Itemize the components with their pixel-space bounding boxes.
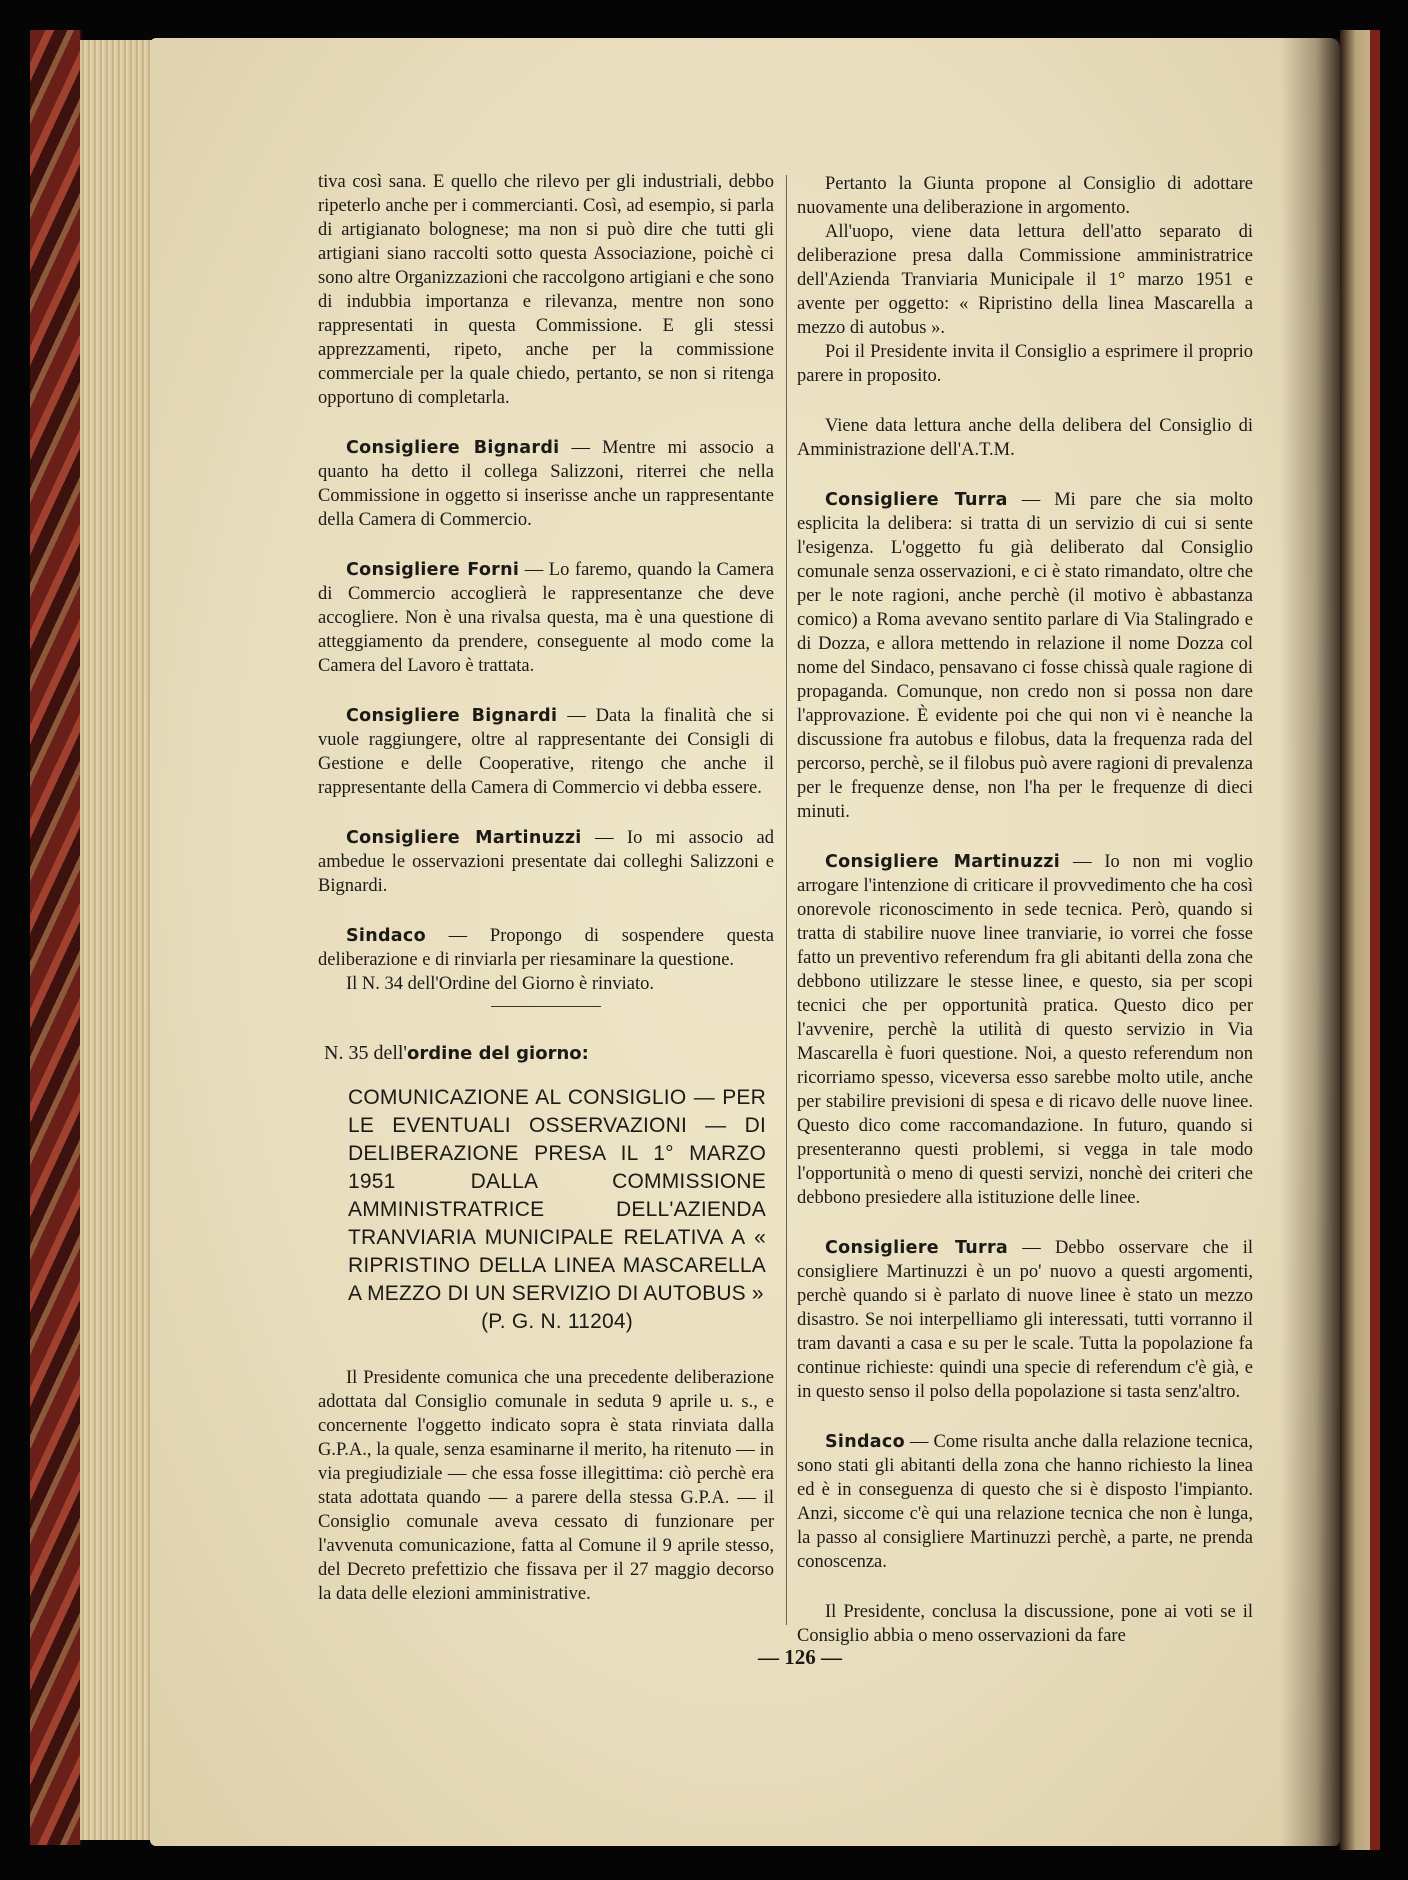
protocol-number: (P. G. N. 11204) [481,1310,633,1333]
speaker-name: Consigliere Martinuzzi [825,852,1061,872]
intro-paragraph: tiva così sana. E quello che rilevo per gli industriali, debbo ripeterlo anche per i commercianti. Così, ad esempio, si parla di artigianato bolognese; ma non si può dire che tutti gli artigiani siano raccolti sotto questa Associazione, poichè ci sono altre Organizzazioni che raccolgono artigiani e che sono di indubbia importanza e rilevanza, mentre non sono rappresentati in questa Commissione. E gli stessi apprezzamenti, ripeto, anche per la commissione commerciale per la quale chiedo, pertanto, se non si ritenga opportuno di completarla. [318,172,774,408]
binding-edge [1370,30,1380,1850]
speech-text: — Propongo di sospendere questa deliberazione e di rinviarla per riesaminare la questione. [318,926,774,970]
agenda-item-title-block [348,1084,766,1336]
presidente-communication: Il Presidente comunica che una precedente deliberazione adottata dal Consiglio comunale in seduta 9 aprile u. s., e concernente l'oggetto indicato sopra è stata rinviata dalla G.P.A., la quale, senza esaminarne il merito, ha ritenuto — in via pregiudiziale — che essa fosse illegittima: ciò perchè era stata adottata quando — a parere della stessa G.P.A. — il Consiglio comunale aveva cessato di funzionare per l'avvenuta comunicazione, fatta al Comune il 9 aprile stesso, del Decreto prefettizio che fissava per il 27 maggio decorso la data delle elezioni amministrative. [318,1368,774,1604]
speech-text: — Lo faremo, quando la Camera di Commercio accoglierà le rappresentanze che deve accogliere. Non è una rivalsa questa, ma è una questione di atteggiamento da prendere, conseguente al modo come la Camera del Lavoro è trattata. [318,560,774,676]
agenda-item-label: ordine del giorno: [407,1043,589,1064]
atm-reading: Viene data lettura anche della delibera del Consiglio di Amministrazione dell'A.T.M. [797,416,1253,460]
speaker-name: Consigliere Turra [825,1238,1009,1258]
speech-paragraph [797,850,1253,1210]
deferral-note: Il N. 34 dell'Ordine del Giorno è rinviato. [346,974,654,994]
speech-text: — Io mi associo ad ambedue le osservazioni presentate dai colleghi Salizzoni e Bignardi. [318,828,774,896]
agenda-item-number: N. 35 dell' [324,1042,408,1064]
speaker-name: Consigliere Martinuzzi [346,828,582,848]
speaker-name: Sindaco [825,1432,905,1452]
right-column [797,172,1253,1648]
speech-paragraph [797,488,1253,824]
presidente-invitation: Poi il Presidente invita il Consiglio a esprimere il proprio parere in proposito. [797,342,1253,386]
speech-text: — Io non mi voglio arrogare l'intenzione di criticare il provvedimento che ha così onorevole riconoscimento in sede tecnica. Però, quando si tratta di stabilire nuove linee tranviarie, io vorrei che fosse fatto un preventivo referendum fra gli abitanti della zona che debbono utilizzare le stesse linee, e questo, sia per scopi tecnici che per opportunità pratica. Questo dico per l'avvenire, perchè la utilità di questo servizio in Via Mascarella è fuori questione. Noi, a questo referendum non ricorriamo spesso, viceversa esso sarebbe molto utile, anche per stabilire previsioni di spesa e di ricavo delle nuove linee. Questo dico come raccomandazione. In futuro, quando si presenteranno questi problemi, si vegga in tale modo l'opportunità o meno di questi servizi, nonchè dei criteri che debbono presiedere alla istituzione delle linee. [797,852,1253,1208]
speech-paragraph [797,1430,1253,1574]
speech-text: — Data la finalità che si vuole raggiungere, oltre al rappresentante dei Consigli di Gestione e delle Cooperative, ritengo che anche il rappresentante della Camera di Commercio vi debba essere. [318,706,774,798]
speaker-name: Consigliere Bignardi [346,706,558,726]
speech-paragraph [318,558,774,678]
section-rule [491,1006,601,1007]
speech-text: — Come risulta anche dalla relazione tecnica, sono stati gli abitanti della zona che hanno richiesto la linea ed è in conseguenza di questo che si è disposto l'impianto. Anzi, siccome c'è qui una relazione tecnica che non è lunga, la passo al consigliere Martinuzzi perchè, a parte, ne prenda conoscenza. [797,1432,1253,1572]
speech-paragraph [318,826,774,898]
speech-paragraph [318,436,774,532]
speech-paragraph [797,1236,1253,1404]
speaker-name: Sindaco [346,926,426,946]
agenda-item-title: COMUNICAZIONE AL CONSIGLIO — PER LE EVENTUALI OSSERVAZIONI — DI DELIBERAZIONE PRESA IL 1° MARZO 1951 DALLA COMMISSIONE AMMINISTRATRICE DELL'AZIENDA TRANVIARIA MUNICIPALE RELATIVA A « RIPRISTINO DELLA LINEA MASCARELLA A MEZZO DI UN SERVIZIO DI AUTOBUS » [348,1086,766,1305]
spine-shadow [1280,38,1340,1846]
speech-paragraph [318,924,774,972]
speaker-name: Consigliere Bignardi [346,438,560,458]
reading-of-deliberation: All'uopo, viene data lettura dell'atto separato di deliberazione presa dalla Commissione amministratrice dell'Azienda Tranviaria Municipale il 1° marzo 1951 e avente per oggetto: « Ripristino della linea Mascarella a mezzo di autobus ». [797,222,1253,338]
agenda-item-heading [318,1041,774,1066]
page-stack-edge [80,40,158,1840]
giunta-proposal: Pertanto la Giunta propone al Consiglio di adottare nuovamente una deliberazione in argomento. [797,174,1253,218]
speech-text: — Mi pare che sia molto esplicita la delibera: si tratta di un servizio di cui si sente l'esigenza. L'oggetto fu già deliberato dal Consiglio comunale senza osservazioni, e ci è stato rimandato, oltre che per le note ragioni, anche perchè (il motivo è abbastanza comico) a Roma avevano sentito parlare di Via Stalingrado e di Dozza, e allora mettendo in relazione il nome Dozza col nome del Sindaco, pensavano ci fosse chissà quale ragione di propaganda. Comunque, non credo non si possa non dare l'approvazione. È evidente poi che qui non vi è neanche la discussione fra autobus e filobus, data la frequenza rada del percorso, perchè, se il filobus può avere ragioni di prevalenza per le frequenze dense, non l'ha per le frequenze di dieci minuti. [797,490,1253,822]
speaker-name: Consigliere Turra [825,490,1008,510]
speech-paragraph [318,704,774,800]
marbled-page-edge [30,30,82,1845]
page-number: — 126 — [758,1645,842,1669]
speech-text: — Debbo osservare che il consigliere Martinuzzi è un po' nuovo a questi argomenti, perchè quando si è parlato di nuove linee è stato un mezzo disastro. Se noi interpelliamo gli interessati, tutti vorranno il tram davanti a casa e su per le scale. Tutta la popolazione fa continue richieste: quindi una specie di referendum c'è già, e in questo senso il polso della popolazione si tasta senz'altro. [797,1238,1253,1402]
presidente-vote-call: Il Presidente, conclusa la discussione, pone ai voti se il Consiglio abbia o meno osservazioni da fare [797,1602,1253,1646]
speech-text: — Mentre mi associo a quanto ha detto il collega Salizzoni, riterrei che nella Commissione in oggetto si inserisse anche un rappresentante della Camera di Commercio. [318,438,774,530]
left-column [318,170,774,1606]
speaker-name: Consigliere Forni [346,560,520,580]
column-divider [786,175,787,1625]
